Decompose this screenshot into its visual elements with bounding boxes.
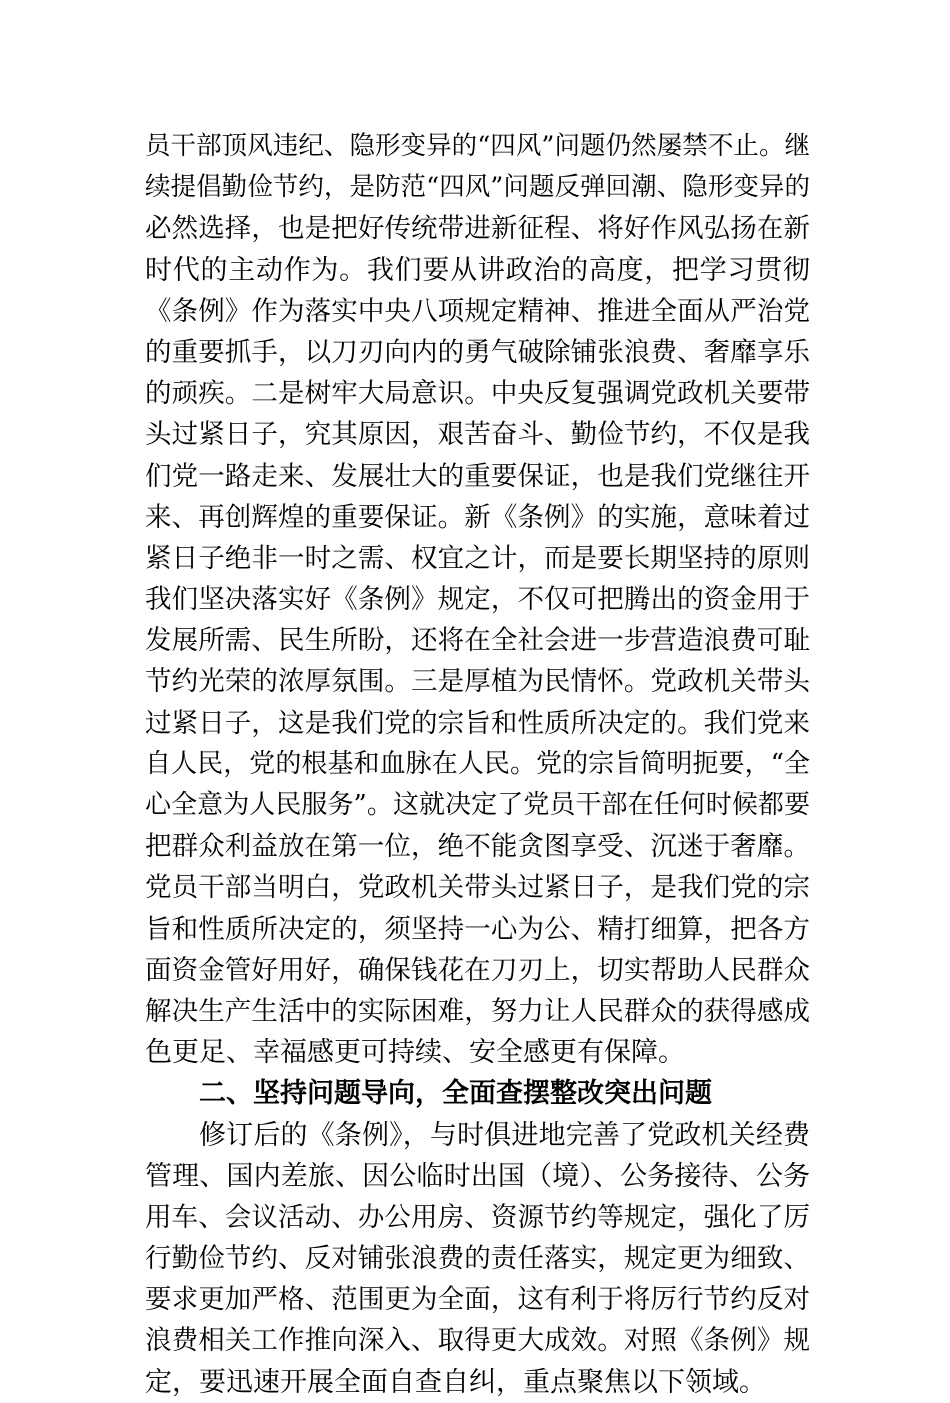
text-line: 时代的主动作为。我们要从讲政治的高度，把学习贯彻 bbox=[145, 254, 810, 286]
text-line: 必然选择，也是把好传统带进新征程、将好作风弘扬在新 bbox=[145, 213, 810, 245]
text-line: 把群众利益放在第一位，绝不能贪图享受、沉迷于奢靡。 bbox=[145, 831, 810, 863]
text-line: 管理、国内差旅、因公临时出国（境）、公务接待、公务 bbox=[145, 1160, 810, 1192]
text-line: 色更足、幸福感更可持续、安全感更有保障。 bbox=[145, 1037, 685, 1069]
text-line: 的顽疾。二是树牢大局意识。中央反复强调党政机关要带 bbox=[145, 378, 810, 410]
text-line: 行勤俭节约、反对铺张浪费的责任落实，规定更为细致、 bbox=[145, 1243, 810, 1275]
document-page bbox=[145, 126, 810, 1403]
text-line: 面资金管好用好，确保钱花在刀刃上，切实帮助人民群众 bbox=[145, 954, 810, 986]
text-line: 要求更加严格、范围更为全面，这有利于将厉行节约反对 bbox=[145, 1284, 810, 1316]
text-line: 来、再创辉煌的重要保证。新《条例》的实施，意味着过 bbox=[145, 501, 810, 533]
text-line: 《条例》作为落实中央八项规定精神、推进全面从严治党 bbox=[145, 295, 810, 327]
text-line: 续提倡勤俭节约，是防范“四风”问题反弹回潮、隐形变异的 bbox=[145, 172, 810, 203]
text-line: 解决生产生活中的实际困难，努力让人民群众的获得感成 bbox=[145, 995, 810, 1027]
paragraph-2 bbox=[145, 1115, 810, 1403]
text-line: 紧日子绝非一时之需、权宜之计，而是要长期坚持的原则 bbox=[145, 542, 810, 574]
paragraph-1 bbox=[145, 126, 810, 1073]
text-line: 用车、会议活动、办公用房、资源节约等规定，强化了厉 bbox=[145, 1201, 810, 1233]
text-line: 自人民，党的根基和血脉在人民。党的宗旨简明扼要，“全 bbox=[145, 748, 810, 779]
text-line: 修订后的《条例》，与时俱进地完善了党政机关经费 bbox=[199, 1119, 810, 1151]
text-line: 们党一路走来、发展壮大的重要保证，也是我们党继往开 bbox=[145, 460, 810, 492]
text-line: 过紧日子，这是我们党的宗旨和性质所决定的。我们党来 bbox=[145, 707, 810, 739]
text-line: 党员干部当明白，党政机关带头过紧日子，是我们党的宗 bbox=[145, 872, 810, 904]
text-line: 我们坚决落实好《条例》规定，不仅可把腾出的资金用于 bbox=[145, 584, 810, 616]
text-line: 浪费相关工作推向深入、取得更大成效。对照《条例》规 bbox=[145, 1325, 810, 1357]
text-line: 心全意为人民服务”。这就决定了党员干部在任何时候都要 bbox=[145, 790, 810, 820]
text-line: 定，要迅速开展全面自查自纠，重点聚焦以下领域。 bbox=[145, 1366, 766, 1398]
text-line: 员干部顶风违纪、隐形变异的“四风”问题仍然屡禁不止。继 bbox=[145, 131, 810, 161]
text-line: 旨和性质所决定的，须坚持一心为公、精打细算，把各方 bbox=[145, 913, 810, 945]
text-line: 发展所需、民生所盼，还将在全社会进一步营造浪费可耻 bbox=[145, 625, 810, 657]
text-line: 的重要抓手，以刀刃向内的勇气破除铺张浪费、奢靡享乐 bbox=[145, 336, 810, 368]
text-line: 头过紧日子，究其原因，艰苦奋斗、勤俭节约，不仅是我 bbox=[145, 419, 810, 451]
section-heading: 二、坚持问题导向，全面查摆整改突出问题 bbox=[199, 1078, 712, 1110]
text-line: 节约光荣的浓厚氛围。三是厚植为民情怀。党政机关带头 bbox=[145, 666, 810, 698]
